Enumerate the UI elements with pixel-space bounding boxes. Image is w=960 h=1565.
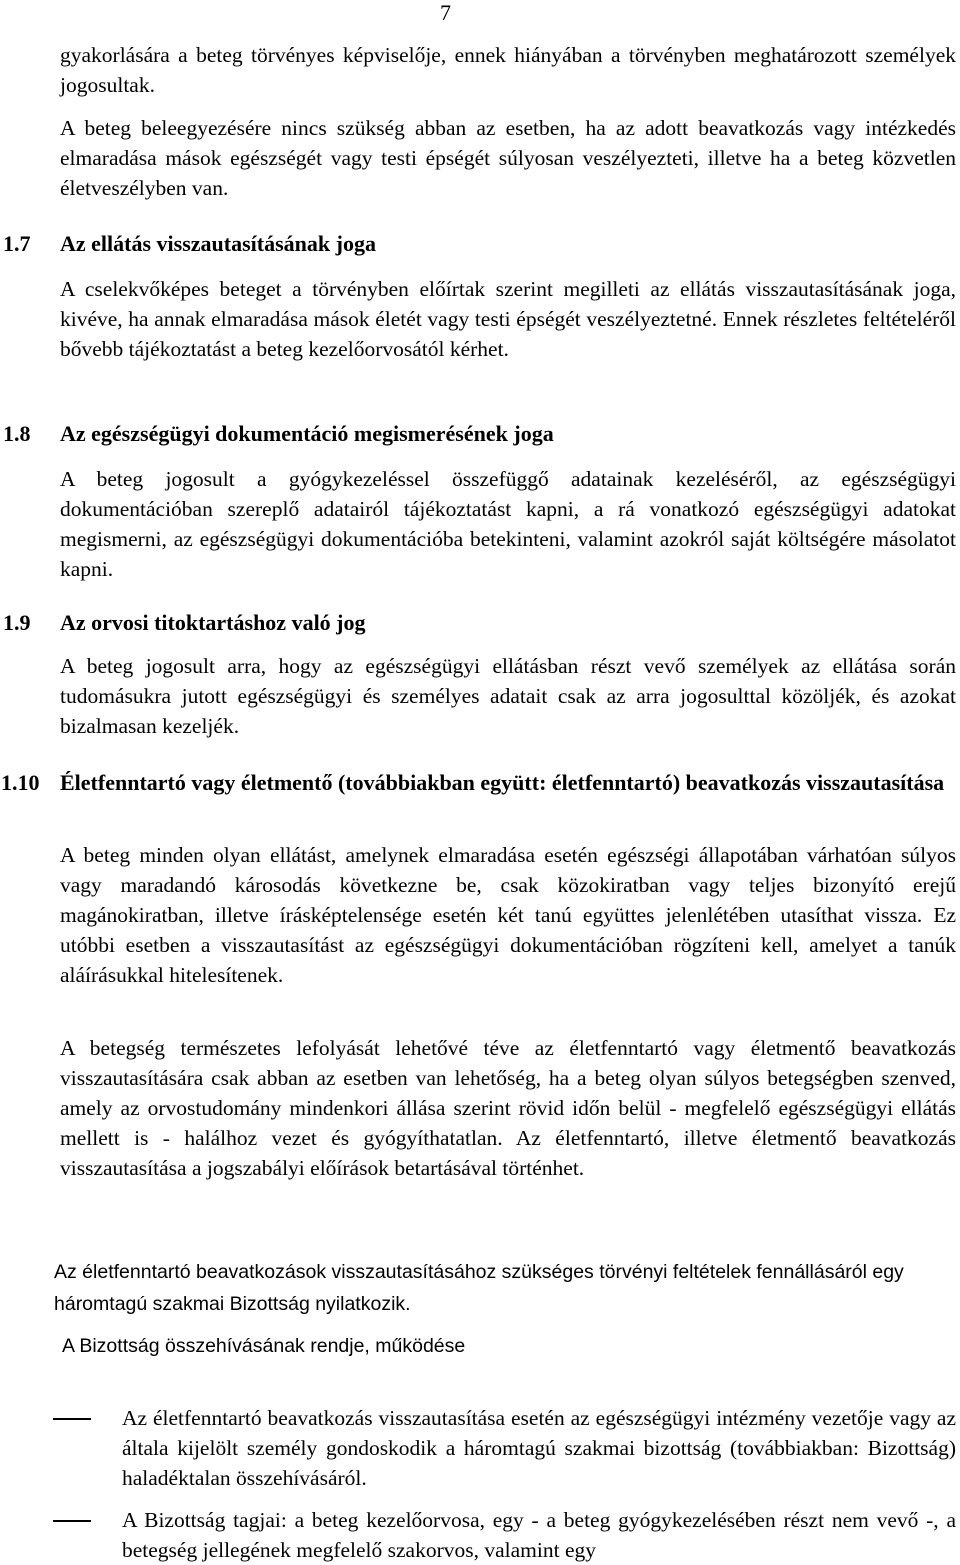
- section-number: 1.9: [3, 610, 31, 635]
- list-item-text: Az életfenntartó beavatkozás visszautasítása esetén az egészségügyi intézmény vezetője vagy az általa kijelölt személy gondoskodik a háromtagú szakmai bizottság (továbbiakban: Bizottság) haladéktalan összehívásáról.: [122, 1406, 956, 1490]
- section-title: Az orvosi titoktartáshoz való jog: [60, 610, 366, 635]
- section-paragraph: A cselekvőképes beteget a törvényben előírtak szerint megilleti az ellátás visszautasításának joga, kivéve, ha annak elmaradása mások életét vagy testi épségét veszélyeztetné. Ennek részletes feltételéről bővebb tájékoztatást a beteg kezelőorvosától kérhet.: [60, 277, 956, 361]
- list-item-text: A Bizottság tagjai: a beteg kezelőorvosa, egy - a beteg gyógykezelésében részt nem vevő -, a betegség jellegének megfelelő szakorvos, valamint egy: [122, 1508, 956, 1562]
- committee-subheading: A Bizottság összehívásának rendje, működése: [62, 1335, 466, 1357]
- intro-paragraph-1: gyakorlására a beteg törvényes képviselője, ennek hiányában a törvényben meghatározott személyek jogosultak.: [60, 43, 956, 97]
- dash-bullet-icon: [53, 1505, 91, 1535]
- section-title: Az ellátás visszautasításának joga: [60, 231, 376, 256]
- page-number: 7: [440, 0, 451, 25]
- section-paragraph: A beteg jogosult a gyógykezeléssel összefüggő adatainak kezeléséről, az egészségügyi dokumentációban szereplő adatairól tájékoztatást kapni, a rá vonatkozó egészségügyi adatokat megismerni, az egészségügyi dokumentációba betekinteni, valamint azokról saját költségére másolatot kapni.: [60, 467, 956, 581]
- section-title: Életfenntartó vagy életmentő (továbbiakban együtt: életfenntartó) beavatkozás visszautasítása: [60, 770, 945, 795]
- section-number: 1.8: [3, 421, 31, 446]
- section-paragraph: A betegség természetes lefolyását lehetővé téve az életfenntartó vagy életmentő beavatkozás visszautasítására csak abban az esetben van lehetőség, ha a beteg olyan súlyos betegségben szenved, amely az orvostudomány mindenkori állása szerint rövid időn belül - megfelelő egészségügyi ellátás mellett is - halálhoz vezet és gyógyíthatatlan. Az életfenntartó, illetve életmentő beavatkozás visszautasítása a jogszabályi előírások betartásával történhet.: [60, 1036, 956, 1180]
- dash-bullet-icon: [53, 1403, 91, 1433]
- section-paragraph: A beteg jogosult arra, hogy az egészségügyi ellátásban részt vevő személyek az ellátása során tudomásukra jutott egészségügyi és személyes adatait csak az arra jogosulttal közöljék, és azokat bizalmasan kezeljék.: [60, 654, 956, 738]
- section-number: 1.10: [1, 770, 40, 795]
- section-title: Az egészségügyi dokumentáció megismerésének joga: [60, 421, 554, 446]
- committee-statement: Az életfenntartó beavatkozások visszautasításához szükséges törvényi feltételek fennállásáról egy háromtagú szakmai Bizottság nyilatkozik.: [54, 1261, 904, 1315]
- intro-paragraph-2: A beteg beleegyezésére nincs szükség abban az esetben, ha az adott beavatkozás vagy intézkedés elmaradása mások egészségét vagy testi épségét súlyosan veszélyezteti, illetve ha a beteg közvetlen életveszélyben van.: [60, 116, 956, 200]
- section-number: 1.7: [3, 231, 31, 256]
- section-paragraph: A beteg minden olyan ellátást, amelynek elmaradása esetén egészségi állapotában várhatóan súlyos vagy maradandó károsodás következne be, csak közokiratban vagy teljes bizonyító erejű magánokiratban, illetve írásképtelensége esetén két tanú együttes jelenlétében utasíthat vissza. Ez utóbbi esetben a visszautasítást az egészségügyi dokumentációban rögzíteni kell, amelyet a tanúk aláírásukkal hitelesítenek.: [60, 843, 956, 987]
